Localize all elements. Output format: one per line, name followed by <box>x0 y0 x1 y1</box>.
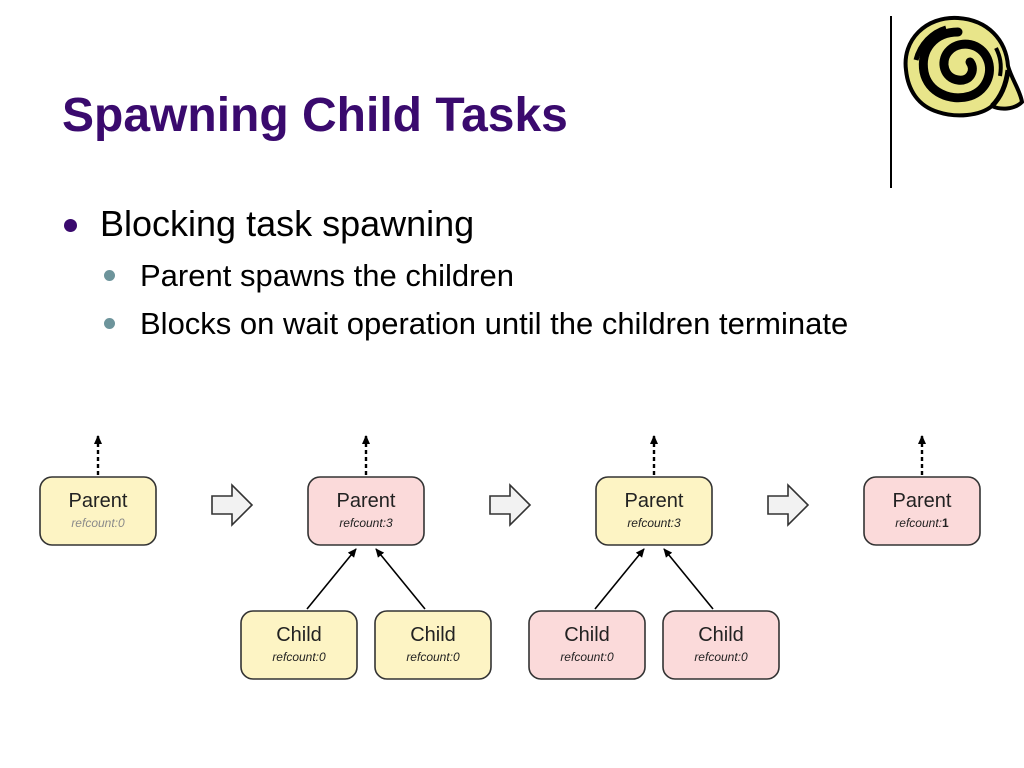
child-box-label: Child <box>410 624 456 646</box>
parent-box-refcount: refcount:1 <box>895 516 949 530</box>
child-to-parent-arrow <box>595 549 644 609</box>
child-box-refcount: refcount:0 <box>694 650 748 664</box>
child-box-refcount: refcount:0 <box>406 650 460 664</box>
parent-box-label: Parent <box>624 490 684 512</box>
parent-box-refcount: refcount:3 <box>627 516 681 530</box>
parent-box <box>40 477 156 545</box>
stage-transition-arrow <box>490 485 530 525</box>
parent-box <box>308 477 424 545</box>
child-box-label: Child <box>564 624 610 646</box>
parent-box-label: Parent <box>892 490 952 512</box>
stage-transition-arrow <box>768 485 808 525</box>
parent-box-label: Parent <box>68 490 128 512</box>
child-to-parent-arrow <box>664 549 713 609</box>
child-box-label: Child <box>276 624 322 646</box>
child-to-parent-arrow <box>307 549 356 609</box>
child-box-label: Child <box>698 624 744 646</box>
child-box-refcount: refcount:0 <box>560 650 614 664</box>
child-box <box>375 611 491 679</box>
sub-bullet-text: Parent spawns the children <box>140 258 514 293</box>
parent-box <box>596 477 712 545</box>
slide-title: Spawning Child Tasks <box>62 89 568 142</box>
parent-box-label: Parent <box>336 490 396 512</box>
sub-bullet-text: Blocks on wait operation until the children terminate <box>140 306 849 341</box>
bullet-text: Blocking task spawning <box>100 203 475 244</box>
child-box <box>663 611 779 679</box>
child-box <box>241 611 357 679</box>
parent-box <box>864 477 980 545</box>
parent-box-refcount: refcount:0 <box>71 516 125 530</box>
child-box <box>529 611 645 679</box>
child-to-parent-arrow <box>376 549 425 609</box>
stage-transition-arrow <box>212 485 252 525</box>
child-box-refcount: refcount:0 <box>272 650 326 664</box>
parent-box-refcount: refcount:3 <box>339 516 393 530</box>
